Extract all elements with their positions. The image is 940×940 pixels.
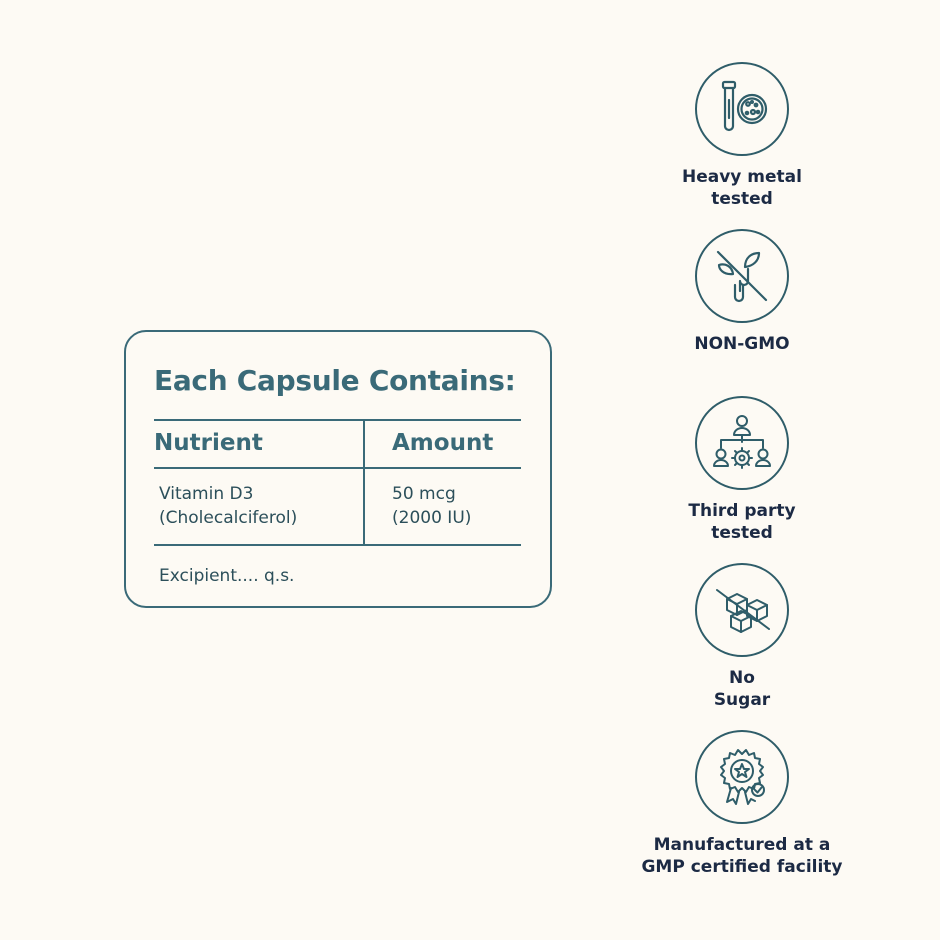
badge-label xyxy=(622,667,862,711)
badge-circle xyxy=(695,396,789,490)
table-header-divider xyxy=(154,467,521,469)
excipient-note: Excipient.... q.s. xyxy=(159,566,295,586)
test-tube-petri-dish-icon xyxy=(707,74,777,144)
badge-circle xyxy=(695,229,789,323)
badge-gmp-certified xyxy=(622,730,862,878)
badge-label xyxy=(622,166,862,210)
no-sugar-cubes-icon xyxy=(707,575,777,645)
nutrient-name: Vitamin D3 xyxy=(159,484,254,504)
badge-label-line: tested xyxy=(711,189,773,209)
card-title: Each Capsule Contains: xyxy=(154,364,516,397)
badge-label xyxy=(622,834,862,878)
badge-no-sugar xyxy=(622,563,862,711)
badge-label-line: GMP certified facility xyxy=(641,857,843,877)
table-column-divider xyxy=(363,420,365,546)
badge-circle xyxy=(695,62,789,156)
amount-iu: (2000 IU) xyxy=(392,508,472,528)
nutrient-cell xyxy=(159,482,297,530)
team-network-gear-icon xyxy=(707,408,777,478)
amount-mass: 50 mcg xyxy=(392,484,456,504)
column-header-nutrient: Nutrient xyxy=(154,430,263,456)
badge-label-line: Sugar xyxy=(713,690,771,710)
badge-label-line: Manufactured at a xyxy=(653,835,831,855)
table-top-divider xyxy=(154,419,521,421)
badge-heavy-metal-tested xyxy=(622,62,862,210)
badge-label xyxy=(622,500,862,544)
badge-third-party-tested xyxy=(622,396,862,544)
badge-circle xyxy=(695,730,789,824)
quality-award-badge-icon xyxy=(707,742,777,812)
column-header-amount: Amount xyxy=(392,430,494,456)
badge-label xyxy=(622,333,862,355)
amount-cell xyxy=(392,482,471,530)
badge-label-line: tested xyxy=(711,523,773,543)
badge-label-line: No xyxy=(729,668,755,688)
non-gmo-plant-icon xyxy=(707,241,777,311)
badge-circle xyxy=(695,563,789,657)
badge-label-line: Third party xyxy=(688,501,796,521)
nutrition-card xyxy=(124,330,552,608)
badge-non-gmo xyxy=(622,229,862,355)
badge-label-line: Heavy metal xyxy=(682,167,802,187)
badge-label-line: NON-GMO xyxy=(694,334,790,354)
nutrient-chemical-name: (Cholecalciferol) xyxy=(159,508,298,528)
table-bottom-divider xyxy=(154,544,521,546)
